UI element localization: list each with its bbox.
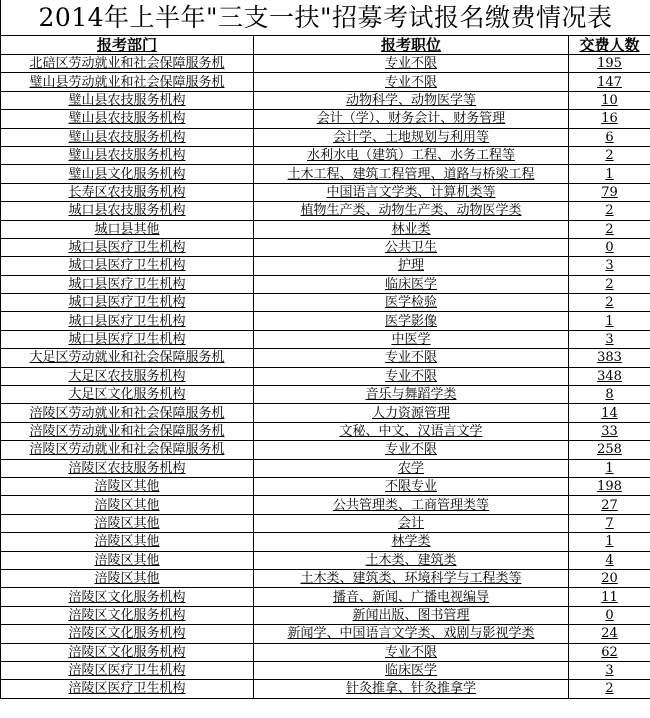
paid-count-cell-text: 2	[605, 203, 614, 219]
position-cell-text: 针灸推拿、针灸推拿学	[345, 681, 476, 697]
paid-count-cell	[569, 680, 650, 698]
table-row	[1, 588, 650, 606]
paid-count-cell-text: 24	[601, 626, 618, 642]
paid-count-cell-text: 27	[601, 497, 618, 513]
department-cell	[1, 165, 254, 183]
department-cell	[1, 367, 254, 385]
paid-count-cell	[569, 165, 650, 183]
department-cell-text: 涪陵区文化服务机构	[68, 607, 186, 623]
position-cell	[254, 257, 569, 275]
table-row	[1, 386, 650, 404]
position-cell	[254, 128, 569, 146]
table-row	[1, 73, 650, 91]
position-cell	[254, 477, 569, 495]
paid-count-cell	[569, 330, 650, 348]
position-cell	[254, 459, 569, 477]
department-cell	[1, 459, 254, 477]
position-cell	[254, 661, 569, 679]
department-cell	[1, 422, 254, 440]
header-position-label: 报考职位	[380, 35, 441, 54]
position-cell-text: 专业不限	[384, 350, 437, 366]
position-cell	[254, 330, 569, 348]
table-row	[1, 128, 650, 146]
department-cell	[1, 73, 254, 91]
department-cell-text: 城口县医疗卫生机构	[68, 240, 186, 256]
position-cell-text: 新闻出版、图书管理	[352, 607, 470, 623]
department-cell-text: 涪陵区文化服务机构	[68, 626, 186, 642]
paid-count-cell-text: 3	[605, 663, 614, 679]
table-row	[1, 110, 650, 128]
position-cell-text: 水利水电（建筑）工程、水务工程等	[306, 148, 515, 164]
paid-count-cell-text: 33	[601, 424, 618, 439]
position-cell-text: 临床医学	[384, 276, 437, 292]
department-cell-text: 大足区农技服务机构	[68, 368, 186, 384]
department-cell	[1, 275, 254, 293]
paid-count-cell	[569, 533, 650, 551]
department-cell	[1, 643, 254, 661]
department-cell-text: 长寿区农技服务机构	[68, 184, 186, 200]
department-cell	[1, 386, 254, 404]
department-cell-text: 城口县医疗卫生机构	[68, 332, 186, 348]
paid-count-cell	[569, 422, 650, 440]
department-cell-text: 璧山县农技服务机构	[68, 111, 186, 127]
position-cell	[254, 514, 569, 532]
table-row	[1, 551, 650, 569]
position-cell-text: 播音、新闻、广播电视编导	[332, 589, 489, 605]
position-cell	[254, 551, 569, 569]
position-cell	[254, 422, 569, 440]
table-row	[1, 294, 650, 312]
paid-count-cell-text: 2	[605, 295, 614, 311]
position-cell	[254, 202, 569, 220]
table-row	[1, 477, 650, 495]
paid-count-cell	[569, 294, 650, 312]
position-cell-text: 中医学	[391, 332, 431, 348]
department-cell-text: 涪陵区医疗卫生机构	[68, 681, 186, 697]
paid-count-cell	[569, 349, 650, 367]
department-cell	[1, 569, 254, 587]
position-cell-text: 动物科学、动物医学等	[345, 92, 476, 108]
paid-count-cell-text: 2	[605, 221, 614, 237]
paid-count-cell	[569, 73, 650, 91]
table-row	[1, 459, 650, 477]
paid-count-cell	[569, 661, 650, 679]
department-cell-text: 涪陵区其他	[94, 497, 160, 513]
department-cell-text: 涪陵区劳动就业和社会保障服务机	[29, 442, 225, 458]
position-cell	[254, 220, 569, 238]
department-cell-text: 涪陵区其他	[94, 515, 160, 531]
department-cell-text: 璧山县农技服务机构	[68, 92, 186, 108]
header-position	[254, 36, 569, 55]
paid-count-cell	[569, 183, 650, 201]
position-cell-text: 音乐与舞蹈学类	[365, 387, 457, 403]
department-cell	[1, 146, 254, 164]
table-row	[1, 422, 650, 440]
table-row	[1, 441, 650, 459]
paid-count-cell	[569, 275, 650, 293]
department-cell	[1, 514, 254, 532]
paid-count-cell	[569, 91, 650, 109]
paid-count-cell	[569, 606, 650, 624]
paid-count-cell-text: 4	[605, 552, 614, 568]
table-row	[1, 680, 650, 698]
position-cell-text: 林学类	[391, 534, 431, 550]
paid-count-cell-text: 62	[601, 644, 618, 660]
paid-count-cell-text: 0	[605, 607, 614, 623]
department-cell	[1, 128, 254, 146]
table-row	[1, 349, 650, 367]
paid-count-cell	[569, 367, 650, 385]
paid-count-cell-text: 20	[601, 571, 618, 587]
department-cell	[1, 606, 254, 624]
department-cell-text: 璧山县农技服务机构	[68, 129, 186, 145]
table-row	[1, 312, 650, 330]
position-cell-text: 土木工程、建筑工程管理、道路与桥梁工程	[287, 166, 535, 182]
position-cell-text: 土木类、建筑类	[365, 552, 457, 568]
header-department-label: 报考部门	[96, 35, 157, 54]
position-cell	[254, 110, 569, 128]
position-cell-text: 会计	[397, 515, 424, 531]
paid-count-cell	[569, 643, 650, 661]
paid-count-cell	[569, 202, 650, 220]
position-cell	[254, 441, 569, 459]
department-cell-text: 城口县其他	[94, 221, 160, 237]
department-cell-text: 涪陵区劳动就业和社会保障服务机	[29, 424, 225, 439]
position-cell	[254, 91, 569, 109]
position-cell-text: 会计（学）、财务会计、财务管理	[316, 111, 506, 127]
department-cell	[1, 349, 254, 367]
table-row	[1, 606, 650, 624]
header-paid-count-label: 交费人数	[579, 35, 640, 54]
paid-count-cell	[569, 312, 650, 330]
paid-count-cell-text: 195	[597, 56, 622, 72]
position-cell-text: 中国语言文学类、计算机类等	[326, 184, 496, 200]
paid-count-cell-text: 6	[605, 129, 614, 145]
paid-count-cell-text: 16	[601, 111, 618, 127]
table-row	[1, 146, 650, 164]
position-cell	[254, 386, 569, 404]
position-cell-text: 人力资源管理	[371, 405, 450, 421]
paid-count-cell	[569, 128, 650, 146]
department-cell	[1, 110, 254, 128]
position-cell-text: 医学检验	[384, 295, 437, 311]
paid-count-cell	[569, 459, 650, 477]
table-row	[1, 661, 650, 679]
position-cell	[254, 294, 569, 312]
position-cell-text: 专业不限	[384, 368, 437, 384]
paid-count-cell	[569, 441, 650, 459]
table-row	[1, 330, 650, 348]
department-cell	[1, 257, 254, 275]
paid-count-cell-text: 0	[605, 240, 614, 256]
department-cell-text: 城口县医疗卫生机构	[68, 313, 186, 329]
department-cell	[1, 533, 254, 551]
header-paid-count	[569, 36, 650, 55]
paid-count-cell-text: 3	[605, 332, 614, 348]
header-department	[1, 36, 254, 55]
paid-count-cell-text: 79	[601, 184, 618, 200]
department-cell	[1, 91, 254, 109]
department-cell-text: 涪陵区医疗卫生机构	[68, 663, 186, 679]
department-cell-text: 涪陵区其他	[94, 479, 160, 495]
department-cell-text: 涪陵区其他	[94, 571, 160, 587]
header-row	[1, 36, 650, 55]
position-cell-text: 专业不限	[384, 56, 437, 72]
position-cell	[254, 312, 569, 330]
table-row	[1, 367, 650, 385]
position-cell	[254, 73, 569, 91]
table-row	[1, 275, 650, 293]
position-cell	[254, 569, 569, 587]
department-cell-text: 北碚区劳动就业和社会保障服务机	[29, 56, 225, 72]
department-cell	[1, 294, 254, 312]
department-cell	[1, 551, 254, 569]
department-cell-text: 大足区文化服务机构	[68, 387, 186, 403]
paid-count-cell-text: 147	[597, 74, 622, 90]
position-cell	[254, 146, 569, 164]
department-cell	[1, 441, 254, 459]
department-cell	[1, 661, 254, 679]
paid-count-cell	[569, 625, 650, 643]
paid-count-cell-text: 258	[597, 442, 622, 458]
position-cell-text: 医学影像	[384, 313, 437, 329]
position-cell	[254, 533, 569, 551]
position-cell	[254, 275, 569, 293]
paid-count-cell-text: 3	[605, 258, 614, 274]
table-row	[1, 165, 650, 183]
paid-count-cell-text: 10	[601, 92, 618, 108]
table-row	[1, 404, 650, 422]
table-row	[1, 55, 650, 73]
table-row	[1, 183, 650, 201]
paid-count-cell-text: 1	[605, 166, 614, 182]
paid-count-cell-text: 348	[597, 368, 622, 384]
paid-count-cell	[569, 220, 650, 238]
position-cell	[254, 367, 569, 385]
department-cell-text: 璧山县农技服务机构	[68, 148, 186, 164]
position-cell	[254, 238, 569, 256]
table-row	[1, 91, 650, 109]
paid-count-cell-text: 14	[601, 405, 618, 421]
position-cell-text: 植物生产类、动物生产类、动物医学类	[300, 203, 522, 219]
paid-count-cell	[569, 551, 650, 569]
paid-count-cell-text: 383	[597, 350, 622, 366]
paid-count-cell-text: 2	[605, 681, 614, 697]
paid-count-cell-text: 2	[605, 148, 614, 164]
paid-count-cell	[569, 588, 650, 606]
paid-count-cell	[569, 569, 650, 587]
paid-count-cell	[569, 514, 650, 532]
registration-fee-table	[0, 35, 650, 699]
position-cell	[254, 625, 569, 643]
position-cell-text: 专业不限	[384, 644, 437, 660]
position-cell-text: 公共卫生	[384, 240, 437, 256]
position-cell-text: 临床医学	[384, 663, 437, 679]
position-cell	[254, 588, 569, 606]
paid-count-cell-text: 1	[605, 313, 614, 329]
department-cell-text: 城口县农技服务机构	[68, 203, 186, 219]
department-cell	[1, 588, 254, 606]
department-cell	[1, 220, 254, 238]
department-cell	[1, 238, 254, 256]
position-cell-text: 专业不限	[384, 74, 437, 90]
table-row	[1, 220, 650, 238]
department-cell	[1, 477, 254, 495]
paid-count-cell-text: 7	[605, 515, 614, 531]
position-cell-text: 农学	[397, 460, 424, 476]
department-cell	[1, 330, 254, 348]
department-cell-text: 璧山县文化服务机构	[68, 166, 186, 182]
position-cell	[254, 165, 569, 183]
department-cell	[1, 55, 254, 73]
paid-count-cell-text: 198	[597, 479, 622, 495]
department-cell	[1, 680, 254, 698]
position-cell	[254, 496, 569, 514]
department-cell-text: 涪陵区文化服务机构	[68, 644, 186, 660]
department-cell-text: 大足区劳动就业和社会保障服务机	[29, 350, 225, 366]
department-cell	[1, 496, 254, 514]
position-cell-text: 会计学、土地规划与利用等	[332, 129, 489, 145]
position-cell	[254, 55, 569, 73]
paid-count-cell	[569, 386, 650, 404]
position-cell-text: 专业不限	[384, 442, 437, 458]
paid-count-cell	[569, 404, 650, 422]
paid-count-cell-text: 2	[605, 276, 614, 292]
paid-count-cell-text: 1	[605, 460, 614, 476]
department-cell-text: 涪陵区农技服务机构	[68, 460, 186, 476]
table-row	[1, 643, 650, 661]
department-cell	[1, 183, 254, 201]
table-row	[1, 496, 650, 514]
department-cell	[1, 404, 254, 422]
table-row	[1, 257, 650, 275]
department-cell-text: 城口县医疗卫生机构	[68, 295, 186, 311]
department-cell	[1, 202, 254, 220]
department-cell-text: 涪陵区文化服务机构	[68, 589, 186, 605]
department-cell	[1, 625, 254, 643]
paid-count-cell-text: 11	[601, 589, 618, 605]
position-cell-text: 公共管理类、工商管理类等	[332, 497, 489, 513]
position-cell-text: 林业类	[391, 221, 431, 237]
table-row	[1, 202, 650, 220]
paid-count-cell	[569, 477, 650, 495]
paid-count-cell	[569, 496, 650, 514]
department-cell-text: 涪陵区其他	[94, 534, 160, 550]
position-cell-text: 土木类、建筑类、环境科学与工程类等	[300, 571, 522, 587]
position-cell	[254, 404, 569, 422]
department-cell-text: 涪陵区劳动就业和社会保障服务机	[29, 405, 225, 421]
department-cell-text: 城口县医疗卫生机构	[68, 258, 186, 274]
table-row	[1, 514, 650, 532]
paid-count-cell	[569, 146, 650, 164]
department-cell-text: 璧山县劳动就业和社会保障服务机	[29, 74, 225, 90]
paid-count-cell	[569, 238, 650, 256]
position-cell	[254, 606, 569, 624]
paid-count-cell	[569, 257, 650, 275]
paid-count-cell-text: 1	[605, 534, 614, 550]
table-body	[1, 55, 650, 699]
position-cell-text: 文秘、中文、汉语言文学	[339, 424, 483, 439]
position-cell-text: 护理	[397, 258, 424, 274]
department-cell	[1, 312, 254, 330]
paid-count-cell	[569, 110, 650, 128]
paid-count-cell-text: 8	[605, 387, 614, 403]
page-title: 2014年上半年"三支一扶"招募考试报名缴费情况表	[0, 0, 650, 35]
table-row	[1, 569, 650, 587]
position-cell-text: 新闻学、中国语言文学类、戏剧与影视学类	[287, 626, 535, 642]
position-cell-text: 不限专业	[384, 479, 437, 495]
table-row	[1, 533, 650, 551]
position-cell	[254, 643, 569, 661]
table-row	[1, 238, 650, 256]
position-cell	[254, 183, 569, 201]
paid-count-cell	[569, 55, 650, 73]
department-cell-text: 城口县医疗卫生机构	[68, 276, 186, 292]
table-row	[1, 625, 650, 643]
position-cell	[254, 349, 569, 367]
department-cell-text: 涪陵区其他	[94, 552, 160, 568]
position-cell	[254, 680, 569, 698]
